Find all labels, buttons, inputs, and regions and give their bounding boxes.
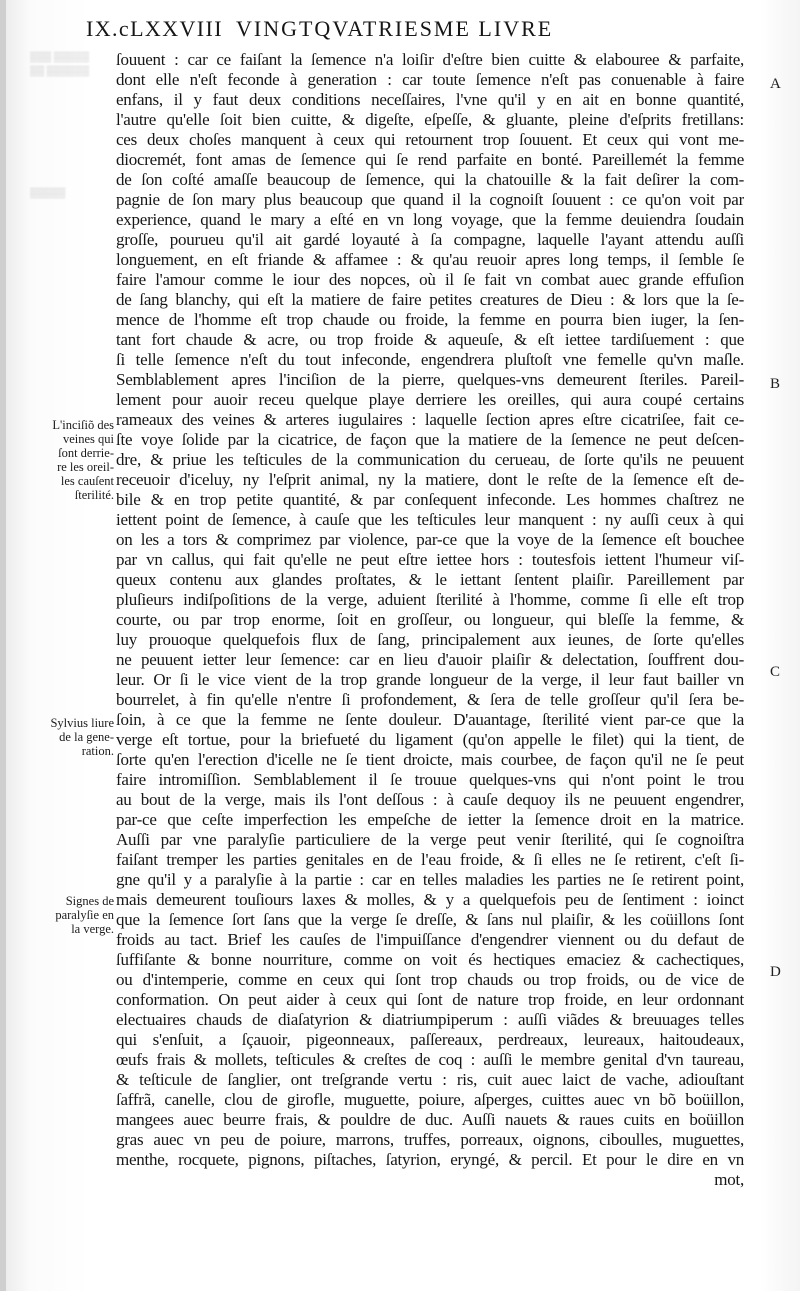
text-line: pluſieurs indiſpoſitions de la verge, aduient ſterilité à l'homme, comme ſi elle eſt trop xyxy=(116,590,744,609)
text-line: lement pour auoir receu quelque playe derriere les oreilles, qui aura coupé certains xyxy=(116,390,744,409)
text-line: gne qu'il y a paralyſie à la partie : car en telles maladies les parties ne ſe retirent point, xyxy=(116,870,744,889)
text-line: de ſang blanchy, qui eſt la matiere de faire petites creatures de Dieu : & lors que la ſe- xyxy=(116,290,744,309)
text-line: courte, ou par trop enorme, ſoit en groſſeur, ou longueur, qui bleſſe la femme, & xyxy=(116,610,744,629)
text-line: faire intromiſſion. Semblablement il ſe trouue quelques-vns qui n'ont point le trou xyxy=(116,770,744,789)
text-line: mence de l'homme eſt trop chaude ou froide, la femme en pourra bien iuger, la ſen- xyxy=(116,310,744,329)
text-line: ſi telle ſemence n'eſt du tout infeconde, engendrera pluſtoſt vne femelle qu'vn maſle. xyxy=(116,350,744,369)
text-line: ſte voye ſolide par la cicatrice, de façon que la matiere de la ſemence ne peut deſcen- xyxy=(116,430,744,449)
text-line: que la ſemence ſort ſans que la verge ſe dreſſe, & ſans nul plaiſir, & les coüillons ſont xyxy=(116,910,744,929)
margin-note-line: de la gene- xyxy=(59,730,114,744)
text-line: ſouuent : car ce faiſant la ſemence n'a loiſir d'eſtre bien cuitte & elabouree & parfaite, xyxy=(116,50,744,69)
text-line: on les a tors & comprimez par violence, par-ce que la voye de la ſemence eſt bouchee xyxy=(116,530,744,549)
text-line: qui s'enſuit, a ſçauoir, pigeonneaux, paſſereaux, perdreaux, leureaux, haitoudeaux, xyxy=(116,1030,744,1049)
gutter-shadow xyxy=(0,0,6,1291)
margin-note-paralysis xyxy=(28,894,114,936)
bleed-through-mark: ▒▒▒ ▒▒▒▒▒ xyxy=(30,52,90,63)
text-line: mangees auec beurre frais, & pouldre de duc. Auſſi nauets & raues cuits en boüillon xyxy=(116,1110,744,1129)
text-line: menthe, rocquete, pignons, piſtaches, ſatyrion, eryngé, & percil. Et pour le dire en vn xyxy=(116,1150,744,1169)
text-line: dre, & priue les teſticules de la communication du cerueau, de ſorte qu'ils ne peuuent xyxy=(116,450,744,469)
text-line: par-ce que ceſte imperfection les empeſche de ietter la ſemence droit en la matrice. xyxy=(116,810,744,829)
margin-note-line: la verge. xyxy=(71,922,114,936)
margin-note-line: Signes de xyxy=(65,894,114,908)
text-line: ſaffrã, canelle, clou de girofle, muguette, poiure, aſperges, cuittes auec vn bõ boüillon, xyxy=(116,1090,744,1109)
main-text-block xyxy=(116,50,744,1190)
text-line: longuement, en eſt friande & affamee : & qu'au reuoir apres long temps, il ſemble ſe xyxy=(116,250,744,269)
text-line: froids au tact. Brief les cauſes de l'impuiſſance d'engendrer viennent ou du defaut de xyxy=(116,930,744,949)
bleed-through-mark: ▒▒▒▒▒ xyxy=(30,188,66,199)
text-line: pagnie de ſon mary plus beaucoup que quand il la cognoiſt ſouuent : ce qu'on voit par xyxy=(116,190,744,209)
text-line: enfans, il y faut deux conditions neceſſaires, l'vne qu'il y en ait en bonne quantité, xyxy=(116,90,744,109)
text-line: ſoin, à ce que la femme ne ſente douleur. D'auantage, ſterilité vient par-ce que la xyxy=(116,710,744,729)
margin-note-line: paralyſie en xyxy=(55,908,114,922)
text-line: ſorte qu'en l'erection d'icelle ne ſe tient droicte, mais courbee, de façon qu'il ne ſe peut xyxy=(116,750,744,769)
text-line: verge eſt tortue, pour la briefueté du ligament (qu'on appelle le filet) qui la tient, de xyxy=(116,730,744,749)
text-line: rameaux des veines & arteres iugulaires : laquelle ſection apres eſtre cicatriſee, fait ce- xyxy=(116,410,744,429)
text-line: receuoir d'iceluy, ny l'eſprit animal, ny la matiere, dont le reſte de la ſemence eſt de- xyxy=(116,470,744,489)
text-line: leur. Or ſi le vice vient de la trop grande longueur de la verge, il leur faut bailler vn xyxy=(116,670,744,689)
text-line: ou d'intemperie, comme en ceux qui ſont trop chauds ou trop froids, ou de vice de xyxy=(116,970,744,989)
text-line: electuaires chauds de diaſatyrion & diatriumpiperum : auſſi viãdes & breuuages telles xyxy=(116,1010,744,1029)
margin-note-incision xyxy=(28,418,114,502)
section-letter-a: A xyxy=(770,76,781,92)
text-line: par vn callus, qui fait qu'elle ne peut eſtre iettee hors : toutesfois iettent l'humeur viſ- xyxy=(116,550,744,569)
text-line: au bout de la verge, mais ils l'ont deſſous : à cauſe dequoy ils ne peuuent engendrer, xyxy=(116,790,744,809)
margin-note-line: les cauſent xyxy=(60,474,114,488)
text-line: & teſticule de ſanglier, ont treſgrande vertu : ris, cuit auec laict de vache, adiouſtant xyxy=(116,1070,744,1089)
text-line: œufs frais & mollets, teſticules & creſtes de coq : auſſi le membre genital d'vn taureau, xyxy=(116,1050,744,1069)
text-line: mais demeurent touſiours laxes & molles, & y a quelquefois peu de ſentiment : ioinct xyxy=(116,890,744,909)
running-title: VINGTQVATRIESME LIVRE xyxy=(236,16,554,40)
text-line: conformation. On peut aider à ceux qui ſont de nature trop froide, en leur ordonnant xyxy=(116,990,744,1009)
section-letter-c: C xyxy=(770,664,781,680)
text-line: ne peuuent ietter leur ſemence: car en lieu d'auoir plaiſir & delectation, ſouffrent dou- xyxy=(116,650,744,669)
bleed-through-mark: ▒▒ ▒▒▒▒▒▒ xyxy=(30,66,90,77)
page-header xyxy=(86,6,746,40)
text-line: bourrelet, à fin qu'elle n'entre ſi profondement, & ſera de telle groſſeur qu'il ſera be- xyxy=(116,690,744,709)
text-line: ſuffiſante & bonne nourriture, comme on voit és hectiques emaciez & cachectiques, xyxy=(116,950,744,969)
margin-note-line: veines qui xyxy=(62,432,114,446)
folio-number: IX.cLXXVIII xyxy=(86,16,223,40)
text-line: groſſe, pourueu qu'il ait gardé loyauté à ſa compagne, laquelle l'ayant attendu auſſi xyxy=(116,230,744,249)
text-line: iettent point de ſemence, à cauſe que les teſticules leur manquent : ny auſſi ceux à qui xyxy=(116,510,744,529)
margin-note-line: ſont derrie- xyxy=(58,446,114,460)
text-line: diocremét, font amas de ſemence qui ſe rend parfaite en bonté. Pareillemét la femme xyxy=(116,150,744,169)
text-line: ces deux choſes manquent à ceux qui retournent trop ſouuent. Et ceux qui vont me- xyxy=(116,130,744,149)
catchword: mot, xyxy=(714,1170,744,1189)
text-line: faiſant tremper les parties genitales en de l'eau froide, & ſi elles ne ſe retirent, c'eſt ſi- xyxy=(116,850,744,869)
text-line: de ſon coſté amaſſe beaucoup de ſemence, qui la chatouille & la fait deſirer la com- xyxy=(116,170,744,189)
text-line: Auſſi par vne paralyſie particuliere de la verge peut venir ſterilité, qui ſe cognoiſtra xyxy=(116,830,744,849)
margin-note-line: ſterilité. xyxy=(74,488,114,502)
text-line: queux contenu aux glandes proſtates, & le iettant ſentent plaiſir. Pareillement par xyxy=(116,570,744,589)
margin-note-line: Sylvius liure xyxy=(50,716,114,730)
section-letter-d: D xyxy=(770,964,781,980)
text-line: faire l'amour comme le iour des nopces, où il ſe fait vn combat auec grande effuſion xyxy=(116,270,744,289)
margin-note-sylvius xyxy=(28,716,114,758)
text-line: tant fort chaude & acre, ou trop froide & aqueuſe, & eſt iettee tardiſuement : que xyxy=(116,330,744,349)
text-line: experience, quand le mary a eſté en vn long voyage, que la femme deuiendra ſoudain xyxy=(116,210,744,229)
margin-note-line: ration. xyxy=(81,744,114,758)
margin-note-line: re les oreil- xyxy=(57,460,114,474)
text-line: Semblablement apres l'inciſion de la pierre, quelques-vns demeurent ſteriles. Pareil- xyxy=(116,370,744,389)
margin-note-line: L'inciſiõ des xyxy=(52,418,114,432)
text-line: luy prouoque quelquefois flux de ſang, principalement aux ieunes, de ſorte qu'elles xyxy=(116,630,744,649)
section-letter-b: B xyxy=(770,376,781,392)
text-line: gras auec vn peu de poiure, marrons, truffes, porreaux, oignons, ciboulles, muguettes, xyxy=(116,1130,744,1149)
text-line: bile & en trop petite quantité, & par conſequent infeconde. Les hommes chaſtrez ne xyxy=(116,490,744,509)
text-line: l'autre qu'elle ſoit bien cuitte, & digeſte, eſpeſſe, & gluante, pleine d'eſprits fretillans: xyxy=(116,110,744,129)
text-line: dont elle n'eſt feconde à generation : car toute ſemence n'eſt pas conuenable à faire xyxy=(116,70,744,89)
